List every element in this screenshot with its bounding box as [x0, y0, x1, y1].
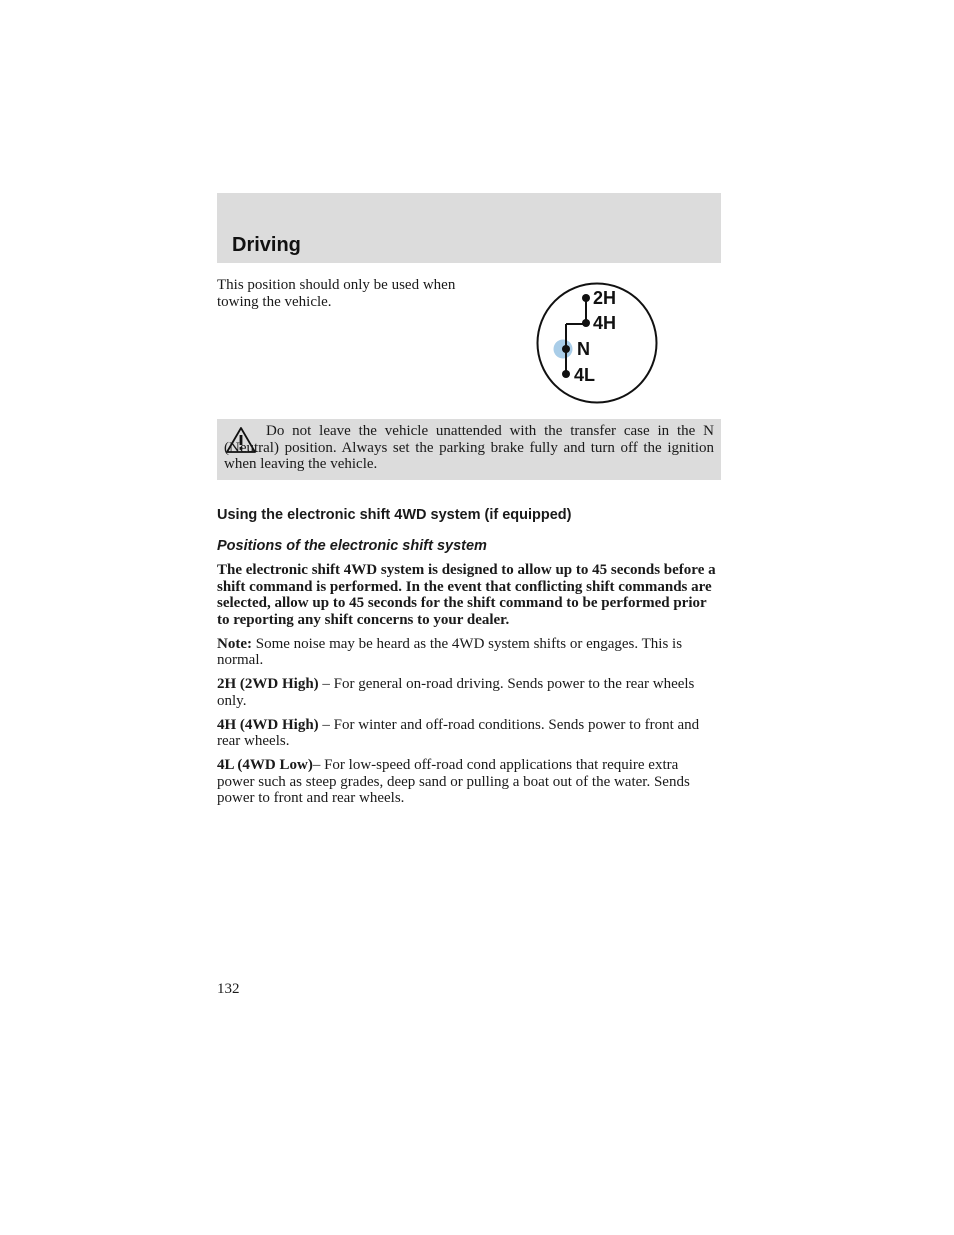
mode-4h-text: – For winter and off-road conditions. Sends power to front and rear wheels. — [217, 716, 700, 749]
position-label-2h: 2H — [593, 288, 617, 308]
mode-4h-paragraph — [217, 717, 717, 750]
section-title: Driving — [232, 234, 301, 256]
section-header — [217, 193, 721, 263]
note-lead: Note: — [217, 635, 252, 652]
body-text — [217, 562, 717, 814]
position-dot-4h — [582, 319, 590, 327]
note-paragraph — [217, 636, 717, 669]
mode-2h-paragraph — [217, 676, 717, 709]
warning-text: Do not leave the vehicle unattended with the transfer case in the N (Neutral) position. Always set the parking brake fully and turn off the ignition when leaving the vehicle. — [224, 423, 714, 472]
position-dot-4l — [562, 370, 570, 378]
sub-heading: Positions of the electronic shift system — [217, 538, 487, 554]
mode-4l-lead: 4L (4WD Low) — [217, 757, 313, 773]
bold-paragraph: The electronic shift 4WD system is designed to allow up to 45 seconds before a shift command is performed. In the event that conflicting shift commands are selected, allow up to 45 seconds for the shift command to be performed prior to reporting any shift concerns to your dealer. — [217, 562, 716, 628]
page-number: 132 — [217, 981, 240, 997]
mode-2h-text: – For general on-road driving. Sends power to the rear wheels only. — [217, 676, 695, 709]
mode-4l-paragraph — [217, 757, 717, 807]
position-label-n: N — [577, 339, 590, 359]
mode-4h-lead: 4H (4WD High) — [217, 716, 319, 733]
position-dot-2h — [582, 294, 590, 302]
section-heading: Using the electronic shift 4WD system (if equipped) — [217, 507, 572, 523]
mode-2h-lead: 2H (2WD High) — [217, 676, 319, 692]
intro-text: This position should only be used when towing the vehicle. — [217, 277, 456, 310]
position-label-4l: 4L — [574, 365, 596, 385]
mode-4l-text: – For low-speed off-road cond applications that require extra power such as steep grades, deep sand or pulling a boat out of the water. Sends power to front and rear wheels. — [217, 757, 690, 806]
note-text: Some noise may be heard as the 4WD system shifts or engages. This is normal. — [217, 635, 683, 668]
position-dot-n — [562, 345, 570, 353]
warning-box — [217, 419, 721, 480]
position-label-4h: 4H — [593, 313, 617, 333]
shift-position-diagram — [530, 280, 665, 408]
